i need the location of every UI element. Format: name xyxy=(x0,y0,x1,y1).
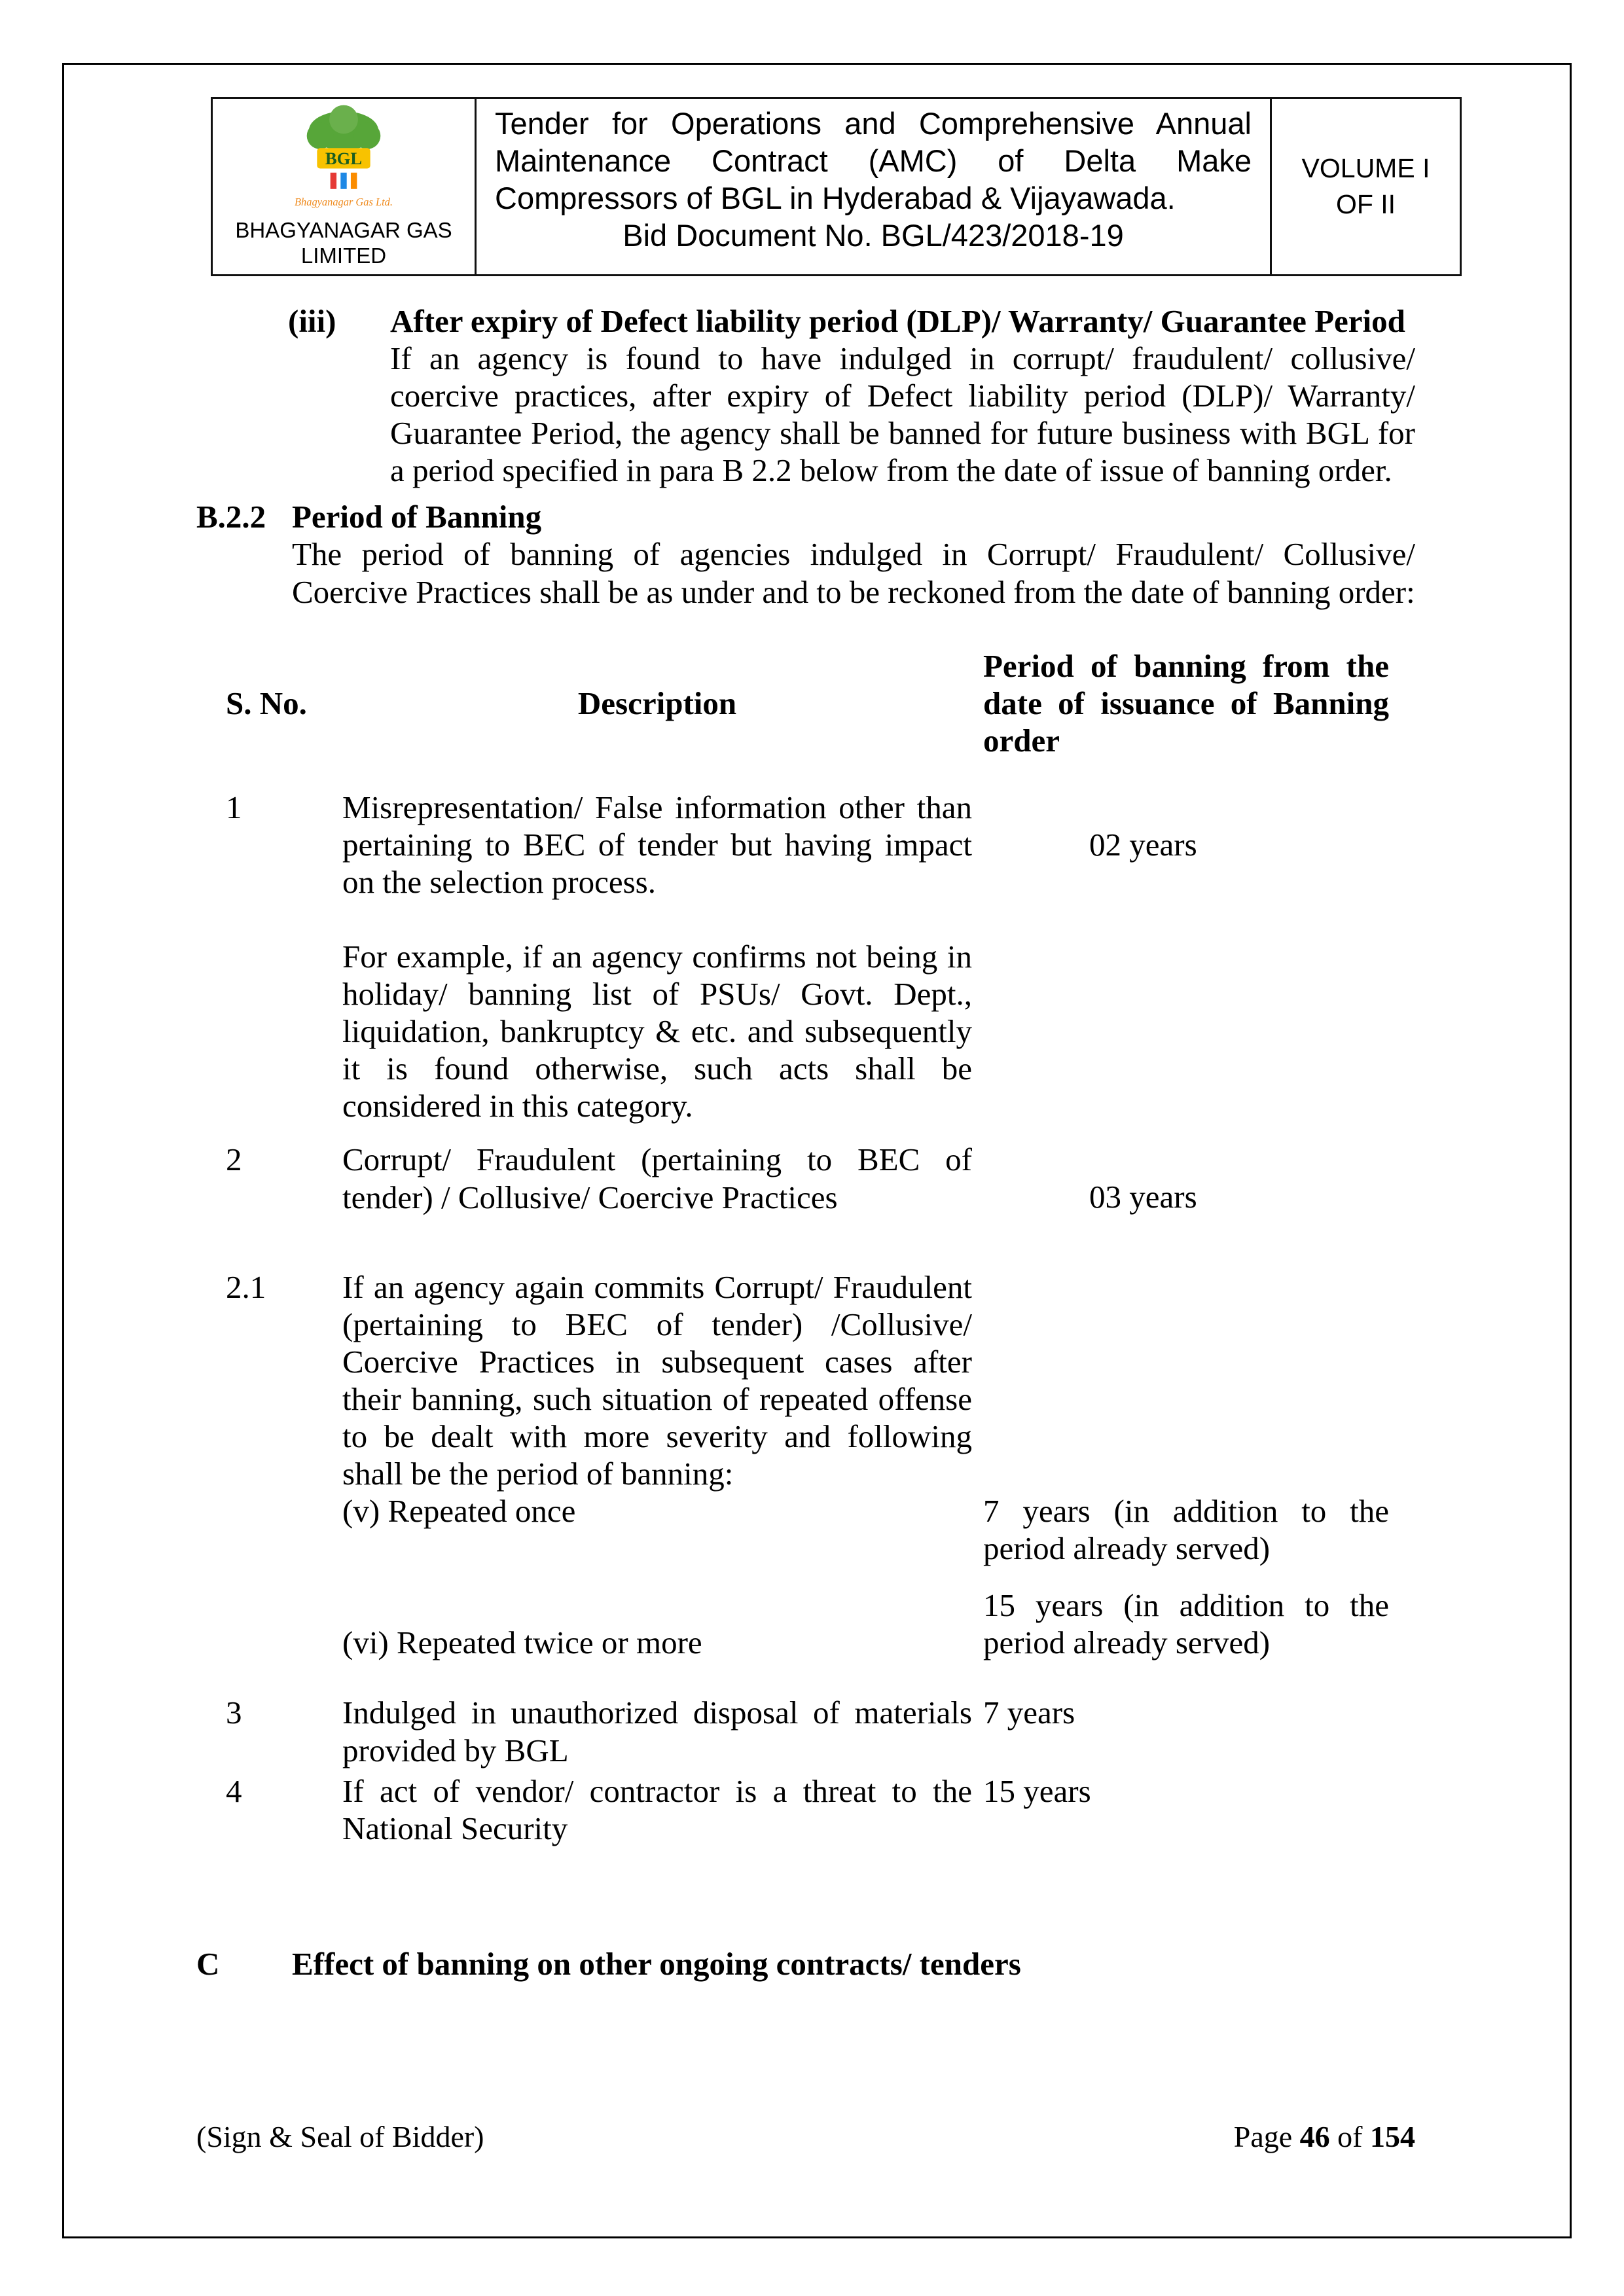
table-row-2 xyxy=(226,1141,1389,1215)
bgl-logo-icon xyxy=(287,104,400,217)
row21-sub-v-period: 7 years (in addition to the period already served) xyxy=(983,1493,1389,1567)
section-b22-heading: Period of Banning xyxy=(292,499,542,535)
row2-sno: 2 xyxy=(226,1141,242,1178)
table-row-1 xyxy=(226,789,1389,1125)
page-current: 46 xyxy=(1299,2120,1330,2153)
row1-desc-para2: For example, if an agency confirms not being in holiday/ banning list of PSUs/ Govt. Dept., liquidation, bankruptcy & etc. and subsequently it is found otherwise, such acts shall be considered in this category. xyxy=(342,939,972,1124)
company-name xyxy=(235,218,452,269)
row21-sub-vi-label: (vi) Repeated twice or more xyxy=(342,1624,702,1661)
document-title: Tender for Operations and Comprehensive Annual Maintenance Contract (AMC) of Delta Make Compressors of BGL in Hyderabad & Vijayawada. xyxy=(495,106,1252,215)
section-b22-body: The period of banning of agencies indulged in Corrupt/ Fraudulent/ Collusive/ Coercive Practices shall be as under and to be reckoned from the date of banning order: xyxy=(292,536,1415,610)
row21-sub-v-label: (v) Repeated once xyxy=(342,1493,576,1530)
section-iii-heading: After expiry of Defect liability period (DLP)/ Warranty/ Guarantee Period xyxy=(390,303,1405,339)
table-row-4 xyxy=(226,1772,1389,1847)
sign-seal-note: (Sign & Seal of Bidder) xyxy=(196,2120,484,2153)
section-b22-label: B.2.2 xyxy=(196,499,266,535)
row2-description: Corrupt/ Fraudulent (pertaining to BEC of tender) / Collusive/ Coercive Practices xyxy=(342,1141,972,1215)
section-c xyxy=(196,1945,1415,1982)
section-iii-label: (iii) xyxy=(288,303,336,339)
row4-period: 15 years xyxy=(983,1772,1091,1809)
table-row-2-1 xyxy=(226,1268,1389,1492)
row4-sno: 4 xyxy=(226,1772,242,1809)
row21-period-spacer xyxy=(983,1268,1389,1492)
volume-line1: VOLUME I xyxy=(1301,152,1430,183)
row21-description: If an agency again commits Corrupt/ Fraudulent (pertaining to BEC of tender) /Collusive/ Coercive Practices in subsequent cases after their banning, such situation of repeated offense to be dealt with more severity and following shall be the period of banning: xyxy=(342,1268,972,1492)
document-body xyxy=(196,302,1415,1982)
volume-cell xyxy=(1270,99,1460,274)
col-header-sno: S. No. xyxy=(226,685,307,721)
banning-table xyxy=(226,647,1389,1847)
section-c-label: C xyxy=(196,1945,220,1982)
section-b22 xyxy=(196,498,1415,610)
table-row-3 xyxy=(226,1694,1389,1768)
row1-description xyxy=(342,789,972,1125)
table-row-2-1-v xyxy=(226,1492,1389,1567)
section-iii-body: If an agency is found to have indulged in corrupt/ fraudulent/ collusive/ coercive practices, after expiry of Defect liability period (DLP)/ Warranty/ Guarantee Period, the agency shall be banned for future business with BGL for a period specified in para B 2.2 below from the date of issue of banning order. xyxy=(390,340,1415,489)
company-name-line1: BHAGYANAGAR GAS xyxy=(235,218,452,242)
row2-period: 03 years xyxy=(1089,1179,1197,1215)
title-cell xyxy=(477,99,1270,274)
row21-sub-vi-period: 15 years (in addition to the period already served) xyxy=(983,1587,1389,1661)
volume-line2: OF II xyxy=(1335,188,1396,219)
section-c-heading: Effect of banning on other ongoing contracts/ tenders xyxy=(292,1945,1021,1982)
table-row-2-1-vi xyxy=(226,1587,1389,1661)
row4-description: If act of vendor/ contractor is a threat to the National Security xyxy=(342,1772,972,1846)
page-total: 154 xyxy=(1370,2120,1415,2153)
page-footer xyxy=(196,2119,1415,2154)
section-iii-text xyxy=(390,302,1415,489)
row21-sno: 2.1 xyxy=(226,1268,266,1305)
table-header-row xyxy=(226,647,1389,759)
bid-document-number: Bid Document No. BGL/423/2018-19 xyxy=(623,217,1124,253)
row1-period: 02 years xyxy=(1089,826,1197,863)
col-header-description: Description xyxy=(577,685,737,721)
company-name-line2: LIMITED xyxy=(300,243,387,268)
logo-bgl-text: BGL xyxy=(325,149,363,169)
page-label: Page xyxy=(1233,2120,1293,2153)
page-number xyxy=(1234,2119,1415,2154)
document-header xyxy=(211,97,1462,276)
logo-caption-text: Bhagyanagar Gas Ltd. xyxy=(295,195,393,208)
logo-cell xyxy=(213,99,477,274)
row1-desc-para1: Misrepresentation/ False information other than pertaining to BEC of tender but having impact on the selection process. xyxy=(342,789,972,901)
row1-sno: 1 xyxy=(226,789,242,825)
row3-description: Indulged in unauthorized disposal of materials provided by BGL xyxy=(342,1695,972,1768)
col-header-period: Period of banning from the date of issuance of Banning order xyxy=(983,647,1389,759)
row3-period: 7 years xyxy=(983,1695,1075,1731)
page-of: of xyxy=(1337,2120,1363,2153)
row3-sno: 3 xyxy=(226,1695,242,1731)
section-iii xyxy=(288,302,1415,489)
section-b22-text xyxy=(292,498,1415,610)
